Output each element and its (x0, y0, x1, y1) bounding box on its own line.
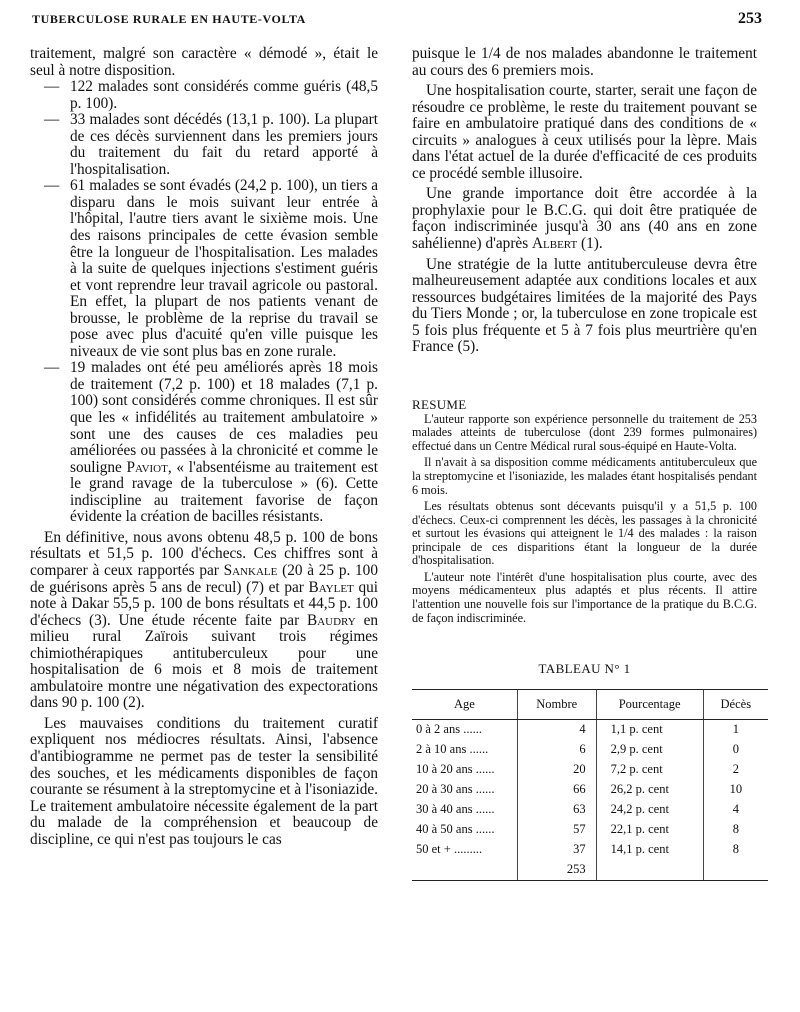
cell-deces: 2 (703, 760, 768, 780)
cell-pourcentage: 24,2 p. cent (596, 800, 703, 820)
result-item-deceased (30, 112, 378, 178)
conditions-paragraph: Les mauvaises conditions du traitement curatif expliquent nos médiocres résultats. Ainsi, l'absence d'antibiogramme ne permet pas de tester la sensibilité des souches, et les médicaments disponibles de façon courante se résument à la streptomycine et à l'isoniazide. Le traitement ambulatoire nécessite également de la part du malade de la compréhension et beaucoup de discipline, ce qui n'est pas toujours le cas (30, 714, 378, 848)
cell-deces: 8 (703, 820, 768, 840)
cell-nombre: 66 (517, 780, 596, 800)
author-albert: Albert (531, 235, 578, 253)
table-row (412, 800, 768, 820)
cell-nombre: 6 (517, 740, 596, 760)
header-pourcentage: Pourcentage (596, 690, 703, 720)
cell-nombre: 4 (517, 720, 596, 741)
cell-deces: 8 (703, 840, 768, 860)
table-body (412, 720, 768, 881)
result-item-escaped (30, 178, 378, 360)
cell-age: 20 à 30 ans ...... (416, 782, 495, 797)
age-table (412, 689, 768, 881)
cell-pourcentage (596, 860, 703, 881)
intro-paragraph: traitement, malgré son caractère « démodé », était le seul à notre disposition. (30, 45, 378, 79)
left-column (30, 46, 378, 848)
table-row (412, 760, 768, 780)
cell-age (412, 860, 517, 881)
dash-marker: — (44, 111, 60, 129)
table-row (412, 780, 768, 800)
cell-deces: 10 (703, 780, 768, 800)
dash-marker: — (44, 78, 60, 96)
cell-age: 50 et + ......... (416, 842, 483, 857)
cell-nombre: 57 (517, 820, 596, 840)
result-text: « l'absentéisme au traitement est le grand ravage de la tuberculose » (6). Cette indiscipline au traitement favorise de façon évidente la création de bacilles résistants. (70, 458, 379, 526)
resume-paragraph: L'auteur rapporte son expérience personnelle du traitement de 253 malades atteints de tuberculose (dont 239 formes pulmonaires) effectué dans un Centre Médical rural sous-équipé en Haute-Volta. (412, 411, 757, 453)
result-text: 33 malades sont décédés (13,1 p. 100). La plupart de ces décès surviennent dans les premiers jours du traitement du fait du retard apporté à l'hospitalisation. (70, 111, 378, 178)
result-text: 122 malades sont considérés comme guéris (48,5 p. 100). (70, 78, 378, 112)
text-run: (1). (581, 235, 603, 253)
author-paviot: Paviot, (126, 458, 172, 476)
cell-pourcentage: 14,1 p. cent (596, 840, 703, 860)
cell-nombre: 20 (517, 760, 596, 780)
strategy-paragraph: Une stratégie de la lutte antituberculeuse devra être malheureusement adaptée aux conditions locales et aux ressources budgétaires limitées de la majorité des Pays du Tiers Monde ; or, la tuberculose en zone tropicale est 5 fois plus fréquente et 5 à 7 fois plus meurtrière qu'en France (5). (412, 255, 757, 356)
header-nombre: Nombre (517, 690, 596, 720)
text-run: Une grande importance doit être accordée à la prophylaxie pour le B.C.G. qui doit être pratiquée de façon indiscriminée jusqu'à 30 ans (40 ans en zone sahélienne) d'après (412, 185, 757, 253)
text-run: En définitive, nous avons obtenu 48,5 p. 100 de bons résultats et 51,5 p. 100 d'échecs. Ces chiffres sont à comparer à ceux rapportés par (30, 528, 378, 579)
table-row (412, 840, 768, 860)
table-row (412, 740, 768, 760)
table-row (412, 820, 768, 840)
table-header-row (412, 690, 768, 720)
header-deces: Décès (703, 690, 768, 720)
cell-pourcentage: 2,9 p. cent (596, 740, 703, 760)
cell-deces: 1 (703, 720, 768, 741)
cell-age: 30 à 40 ans ...... (416, 802, 495, 817)
table-row (412, 720, 768, 741)
result-item-chronic (30, 360, 378, 525)
author-baudry: Baudry (307, 611, 356, 629)
resume-section (412, 413, 757, 625)
cell-pourcentage: 26,2 p. cent (596, 780, 703, 800)
hospitalisation-paragraph: Une hospitalisation courte, starter, serait une façon de résoudre ce problème, le reste du traitement pouvant se faire en ambulatoire pratiqué dans des conditions de « circuits » analogues à ceux utilisés pour la lèpre. Mais dans l'état actuel de la durée d'efficacité de ces produits ce procédé semble illusoire. (412, 82, 757, 182)
cell-age: 10 à 20 ans ...... (416, 762, 495, 777)
author-sankale: Sankale (223, 561, 278, 579)
cell-pourcentage: 1,1 p. cent (596, 720, 703, 741)
table-row (412, 860, 768, 881)
cell-deces: 4 (703, 800, 768, 820)
running-title: TUBERCULOSE RURALE EN HAUTE-VOLTA (32, 12, 306, 26)
result-text: 61 malades se sont évadés (24,2 p. 100), un tiers a disparu dans le mois suivant leur entrée à l'hôpital, l'autre tiers avant le sixième mois. Une des raisons principales de cette évasion semble être la longueur de l'hospitalisation. Les malades à la suite de quelques injections s'estiment guéris et vont reprendre leur travail agricole ou pastoral. En effet, la plupart de nos patients venant de brousse, le problème de la reprise du travail se pose avec plus d'acuité qu'en ville puisque les niveaux de vie sont plus bas en zone rurale. (70, 177, 378, 360)
cell-nombre: 37 (517, 840, 596, 860)
cell-nombre: 253 (517, 860, 596, 881)
result-text: 19 malades ont été peu améliorés après 18 mois de traitement (7,2 p. 100) et 18 malades (7,1 p. 100) sont considérés comme chroniques. Il est sûr que les « infidélités au traitement ambulatoire » sont une des causes de ces maladies peu améliorées ou passées à la chronicité et comme le souligne (70, 359, 378, 476)
resume-paragraph: Les résultats obtenus sont décevants puisqu'il y a 51,5 p. 100 d'échecs. Ceux-ci comprennent les décès, les passages à la chronicité et surtout les évasions qui atteignent le 1/4 des malades : la raison principale de ces disparitions étant la longueur de la durée d'hospitalisation. (412, 499, 757, 568)
summary-paragraph (30, 530, 378, 712)
resume-heading: RESUME (412, 396, 467, 412)
prophylaxis-paragraph (412, 186, 757, 252)
cell-pourcentage: 22,1 p. cent (596, 820, 703, 840)
cell-deces: 0 (703, 740, 768, 760)
cell-age: 40 à 50 ans ...... (416, 822, 495, 837)
text-run: qui note à Dakar 55,5 p. 100 de bons résultats et 44,5 p. 100 d'échecs (3). Une étude récente faite par (30, 578, 378, 629)
result-item-cured (30, 79, 378, 112)
header-age: Age (412, 690, 517, 720)
cell-pourcentage: 7,2 p. cent (596, 760, 703, 780)
cell-deces (703, 860, 768, 881)
cell-age: 2 à 10 ans ...... (416, 742, 489, 757)
author-baylet: Baylet (308, 578, 354, 596)
dash-marker: — (44, 359, 60, 377)
resume-paragraph: Il n'avait à sa disposition comme médicaments antituberculeux que la streptomycine et l'isoniazide, les malades étant hospitalisés pendant 6 mois. (412, 455, 757, 497)
continuation-paragraph: puisque le 1/4 de nos malades abandonne le traitement au cours des 6 premiers mois. (412, 45, 757, 79)
resume-paragraph: L'auteur note l'intérêt d'une hospitalisation plus courte, avec des moyens médicamenteux plus adaptés et plus récents. Il attire l'attention une nouvelle fois sur l'importance de la pratique du B.C.G. de façon indiscriminée. (412, 569, 757, 625)
text-run: (20 à 25 p. 100 de guérisons après 5 ans de recul) (7) et par (30, 561, 378, 596)
text-run: en milieu rural Zaïrois suivant trois régimes chimiothérapiques antituberculeux pour une hospitalisation de 6 mois et 8 mois de traitement ambulatoire montre une négativation des expectorations dans 90 p. 100 (2). (30, 611, 379, 712)
cell-age: 0 à 2 ans ...... (416, 722, 482, 737)
dash-marker: — (44, 177, 60, 195)
page-number: 253 (738, 10, 762, 27)
table-title: TABLEAU N° 1 (538, 661, 631, 677)
cell-nombre: 63 (517, 800, 596, 820)
right-column (412, 46, 757, 881)
